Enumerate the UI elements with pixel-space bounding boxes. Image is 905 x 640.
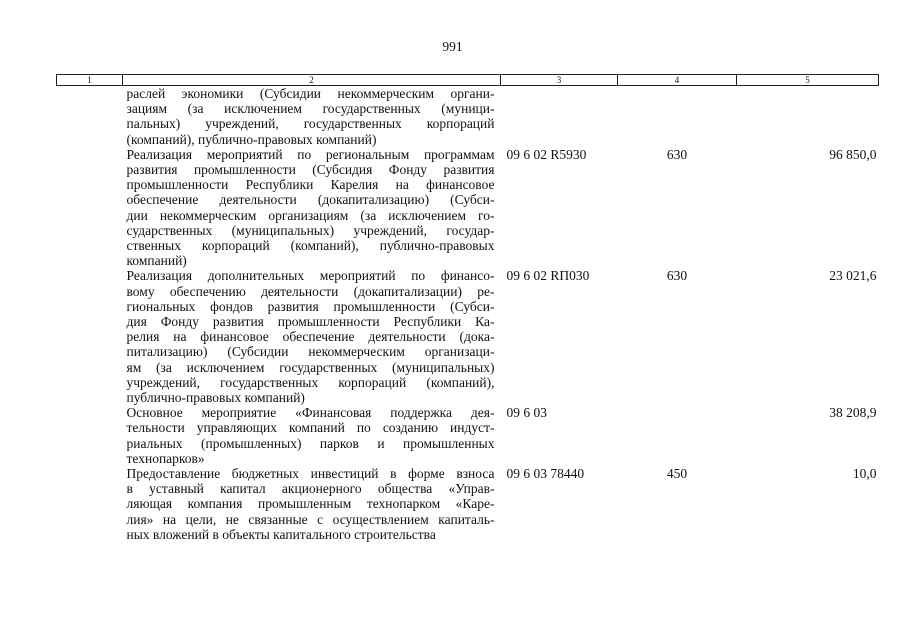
item-name-line: обеспечение деятельности (докапитализацию) (Субси- bbox=[126, 192, 495, 208]
item-name-cell bbox=[123, 405, 501, 466]
item-name-line: Основное мероприятие «Финансовая поддержка дея- bbox=[126, 405, 495, 421]
row-number-cell bbox=[57, 405, 123, 466]
target-article-code: 09 6 03 bbox=[506, 405, 547, 421]
row-number-cell bbox=[57, 466, 123, 542]
table-row bbox=[57, 466, 879, 542]
page-number: 991 bbox=[442, 39, 463, 54]
item-name-line: учреждений, государственных корпораций (компаний), bbox=[126, 374, 495, 390]
item-name-line: пальных) учреждений, государственных корпораций bbox=[126, 116, 495, 132]
target-article-code: 09 6 02 RП030 bbox=[506, 268, 590, 284]
row-number-cell bbox=[57, 268, 123, 405]
item-name-cell bbox=[123, 268, 501, 405]
header-row bbox=[57, 75, 879, 86]
item-name-line: компаний) bbox=[126, 253, 187, 269]
table-row bbox=[57, 268, 879, 405]
item-name-line: развития промышленности (Субсидия Фонду развития bbox=[126, 162, 495, 178]
item-name-line: гиональных фондов развития промышленности (Субси- bbox=[126, 298, 495, 314]
table-row bbox=[57, 147, 879, 269]
expense-type-code: 450 bbox=[666, 466, 688, 482]
expense-type-code bbox=[618, 405, 737, 466]
expense-type-code: 630 bbox=[666, 268, 688, 284]
row-number-cell bbox=[57, 86, 123, 147]
target-article-code bbox=[501, 86, 618, 147]
item-name-line: вому обеспечению деятельности (докапитализации) ре- bbox=[126, 283, 495, 299]
item-name-line: сударственных (муниципальных) учреждений, государ- bbox=[126, 222, 495, 238]
item-name-line: раслей экономики (Субсидии некоммерческим органи- bbox=[126, 86, 495, 101]
row-number-cell bbox=[57, 147, 123, 269]
item-name-line: промышленности Республики Карелия на финансовое bbox=[126, 177, 495, 193]
item-name-line: (компаний), публично-правовых компаний) bbox=[126, 131, 377, 147]
item-name-line: Реализация дополнительных мероприятий по финансо- bbox=[126, 268, 495, 284]
table-row bbox=[57, 86, 879, 147]
item-name-line: ных вложений в объекты капитального строительства bbox=[126, 526, 436, 542]
target-article-code: 09 6 02 R5930 bbox=[506, 146, 587, 162]
item-name-line: в уставный капитал акционерного общества «Управ- bbox=[126, 481, 495, 497]
header-col-4: 4 bbox=[618, 75, 737, 86]
amount-cell: 96 850,0 bbox=[829, 146, 877, 162]
amount-cell: 38 208,9 bbox=[829, 405, 877, 421]
item-name-line: питализацию) (Субсидии некоммерческим организаци- bbox=[126, 344, 495, 360]
header-col-5: 5 bbox=[737, 75, 879, 86]
item-name-line: Реализация мероприятий по региональным программам bbox=[126, 146, 495, 162]
item-name-line: лия» на цели, не связанные с осуществлением капиталь- bbox=[126, 511, 495, 527]
amount-cell: 10,0 bbox=[852, 466, 877, 482]
header-col-1: 1 bbox=[57, 75, 123, 86]
table-header bbox=[57, 75, 879, 86]
item-name-line: тельности управляющих компаний по созданию индуст- bbox=[126, 420, 495, 436]
item-name-cell bbox=[123, 147, 501, 269]
item-name-cell bbox=[123, 466, 501, 542]
item-name-line: дия Фонду развития промышленности Республики Ка- bbox=[126, 314, 495, 330]
expense-type-code: 630 bbox=[666, 146, 688, 162]
target-article-code: 09 6 03 78440 bbox=[506, 466, 585, 482]
item-name-line: ственных корпораций (компаний), публично-правовых bbox=[126, 238, 495, 254]
item-name-cell bbox=[123, 86, 501, 147]
item-name-line: риальных (промышленных) парков и промышленных bbox=[126, 435, 495, 451]
item-name-line: Предоставление бюджетных инвестиций в форме взноса bbox=[126, 466, 495, 482]
amount-cell: 23 021,6 bbox=[829, 268, 877, 284]
table-body bbox=[57, 86, 879, 543]
amount-cell bbox=[737, 86, 879, 147]
table-row bbox=[57, 405, 879, 466]
expense-type-code bbox=[618, 86, 737, 147]
item-name-line: зациям (за исключением государственных (муници- bbox=[126, 101, 495, 117]
header-col-2: 2 bbox=[123, 75, 501, 86]
item-name-line: ям (за исключением государственных (муниципальных) bbox=[126, 359, 495, 375]
item-name-line: релия на финансовое обеспечение деятельности (дока- bbox=[126, 329, 495, 345]
item-name-line: публично-правовых компаний) bbox=[126, 390, 305, 406]
item-name-line: ляющая компания промышленным технопарком «Каре- bbox=[126, 496, 495, 512]
header-col-3: 3 bbox=[501, 75, 618, 86]
item-name-line: технопарков» bbox=[126, 450, 205, 466]
budget-table bbox=[56, 74, 879, 542]
item-name-line: дии некоммерческим организациям (за исключением го- bbox=[126, 207, 495, 223]
